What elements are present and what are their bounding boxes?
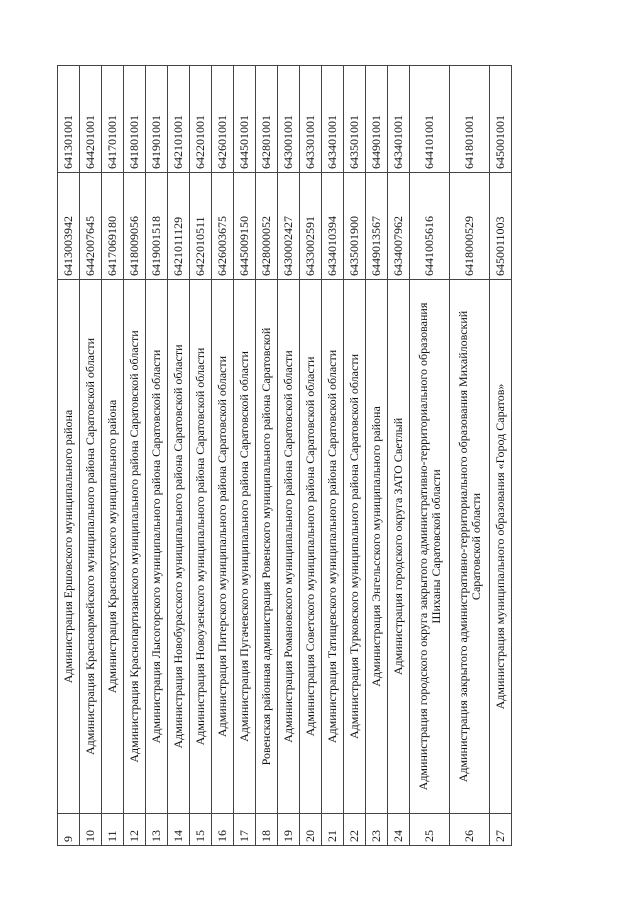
kpp-cell: 645001001 [490,66,512,173]
organization-name: Администрация Энгельсского муниципального района [366,280,388,814]
table-row [450,66,490,846]
table-row [212,66,234,846]
organization-name: Администрация Краснокутского муниципального района [102,280,124,814]
table-row [124,66,146,846]
kpp-cell: 643401001 [388,66,410,173]
row-number: 10 [80,814,102,846]
inn-cell: 6428000052 [256,173,278,280]
table-row [322,66,344,846]
inn-cell: 6441005616 [410,173,450,280]
row-number: 27 [490,814,512,846]
row-number: 9 [58,814,80,846]
kpp-cell: 643301001 [300,66,322,173]
table-row [168,66,190,846]
organization-name: Администрация городского округа закрытого административно-территориального образования Шиханы Саратовской области [410,280,450,814]
kpp-cell: 642101001 [168,66,190,173]
table-row [278,66,300,846]
inn-cell: 6426003675 [212,173,234,280]
row-number: 23 [366,814,388,846]
row-number: 21 [322,814,344,846]
kpp-cell: 641801001 [124,66,146,173]
organization-name: Ровенская районная администрация Ровенского муниципального района Саратовской [256,280,278,814]
organization-name: Администрация Романовского муниципального района Саратовской области [278,280,300,814]
row-number: 13 [146,814,168,846]
table-row [344,66,366,846]
table-row [490,66,512,846]
kpp-cell: 643501001 [344,66,366,173]
table-row [190,66,212,846]
organization-name: Администрация закрытого административно-территориального образования Михайловский Саратовской области [450,280,490,814]
organization-name: Администрация муниципального образования «Город Саратов» [490,280,512,814]
kpp-cell: 644201001 [80,66,102,173]
kpp-cell: 641801001 [450,66,490,173]
row-number: 14 [168,814,190,846]
organization-name: Администрация Новобурасского муниципального района Саратовской области [168,280,190,814]
inn-cell: 6445009150 [234,173,256,280]
kpp-cell: 641301001 [58,66,80,173]
inn-cell: 6435001900 [344,173,366,280]
table-body [58,66,512,846]
table-row [102,66,124,846]
kpp-cell: 641901001 [146,66,168,173]
organization-name: Администрация Ершовского муниципального района [58,280,80,814]
inn-cell: 6434007962 [388,173,410,280]
row-number: 26 [450,814,490,846]
inn-cell: 6422010511 [190,173,212,280]
row-number: 11 [102,814,124,846]
inn-cell: 6418009056 [124,173,146,280]
kpp-cell: 643001001 [278,66,300,173]
inn-cell: 6413003942 [58,173,80,280]
inn-cell: 6449013567 [366,173,388,280]
row-number: 20 [300,814,322,846]
organization-name: Администрация Пугачевского муниципального района Саратовской области [234,280,256,814]
table-row [410,66,450,846]
inn-cell: 6419001518 [146,173,168,280]
kpp-cell: 644901001 [366,66,388,173]
kpp-cell: 642801001 [256,66,278,173]
row-number: 17 [234,814,256,846]
organization-name: Администрация Татищевского муниципального района Саратовской области [322,280,344,814]
row-number: 18 [256,814,278,846]
rotated-table-container [57,66,537,846]
organization-name: Администрация Новоузенского муниципального района Саратовской области [190,280,212,814]
kpp-cell: 644101001 [410,66,450,173]
table-row [234,66,256,846]
row-number: 25 [410,814,450,846]
table-row [388,66,410,846]
organization-name: Администрация Турковского муниципального района Саратовской области [344,280,366,814]
row-number: 22 [344,814,366,846]
table-row [80,66,102,846]
organization-name: Администрация Красноармейского муниципального района Саратовской области [80,280,102,814]
inn-cell: 6450011003 [490,173,512,280]
inn-cell: 6442007645 [80,173,102,280]
table-row [256,66,278,846]
inn-cell: 6417069180 [102,173,124,280]
organization-name: Администрация Питерского муниципального района Саратовской области [212,280,234,814]
inn-cell: 6430002427 [278,173,300,280]
inn-cell: 6433002591 [300,173,322,280]
organization-name: Администрация Краснопартизанского муниципального района Саратовской области [124,280,146,814]
row-number: 19 [278,814,300,846]
kpp-cell: 643401001 [322,66,344,173]
inn-cell: 6418000529 [450,173,490,280]
kpp-cell: 642201001 [190,66,212,173]
table-row [146,66,168,846]
organization-name: Администрация Лысогорского муниципального района Саратовской области [146,280,168,814]
kpp-cell: 641701001 [102,66,124,173]
table-row [300,66,322,846]
row-number: 24 [388,814,410,846]
table-row [366,66,388,846]
row-number: 16 [212,814,234,846]
inn-cell: 6434010394 [322,173,344,280]
row-number: 15 [190,814,212,846]
kpp-cell: 644501001 [234,66,256,173]
table-row [58,66,80,846]
row-number: 12 [124,814,146,846]
kpp-cell: 642601001 [212,66,234,173]
organizations-table [57,65,512,846]
organization-name: Администрация Советского муниципального района Саратовской области [300,280,322,814]
inn-cell: 6421011129 [168,173,190,280]
organization-name: Администрация городского округа ЗАТО Светлый [388,280,410,814]
